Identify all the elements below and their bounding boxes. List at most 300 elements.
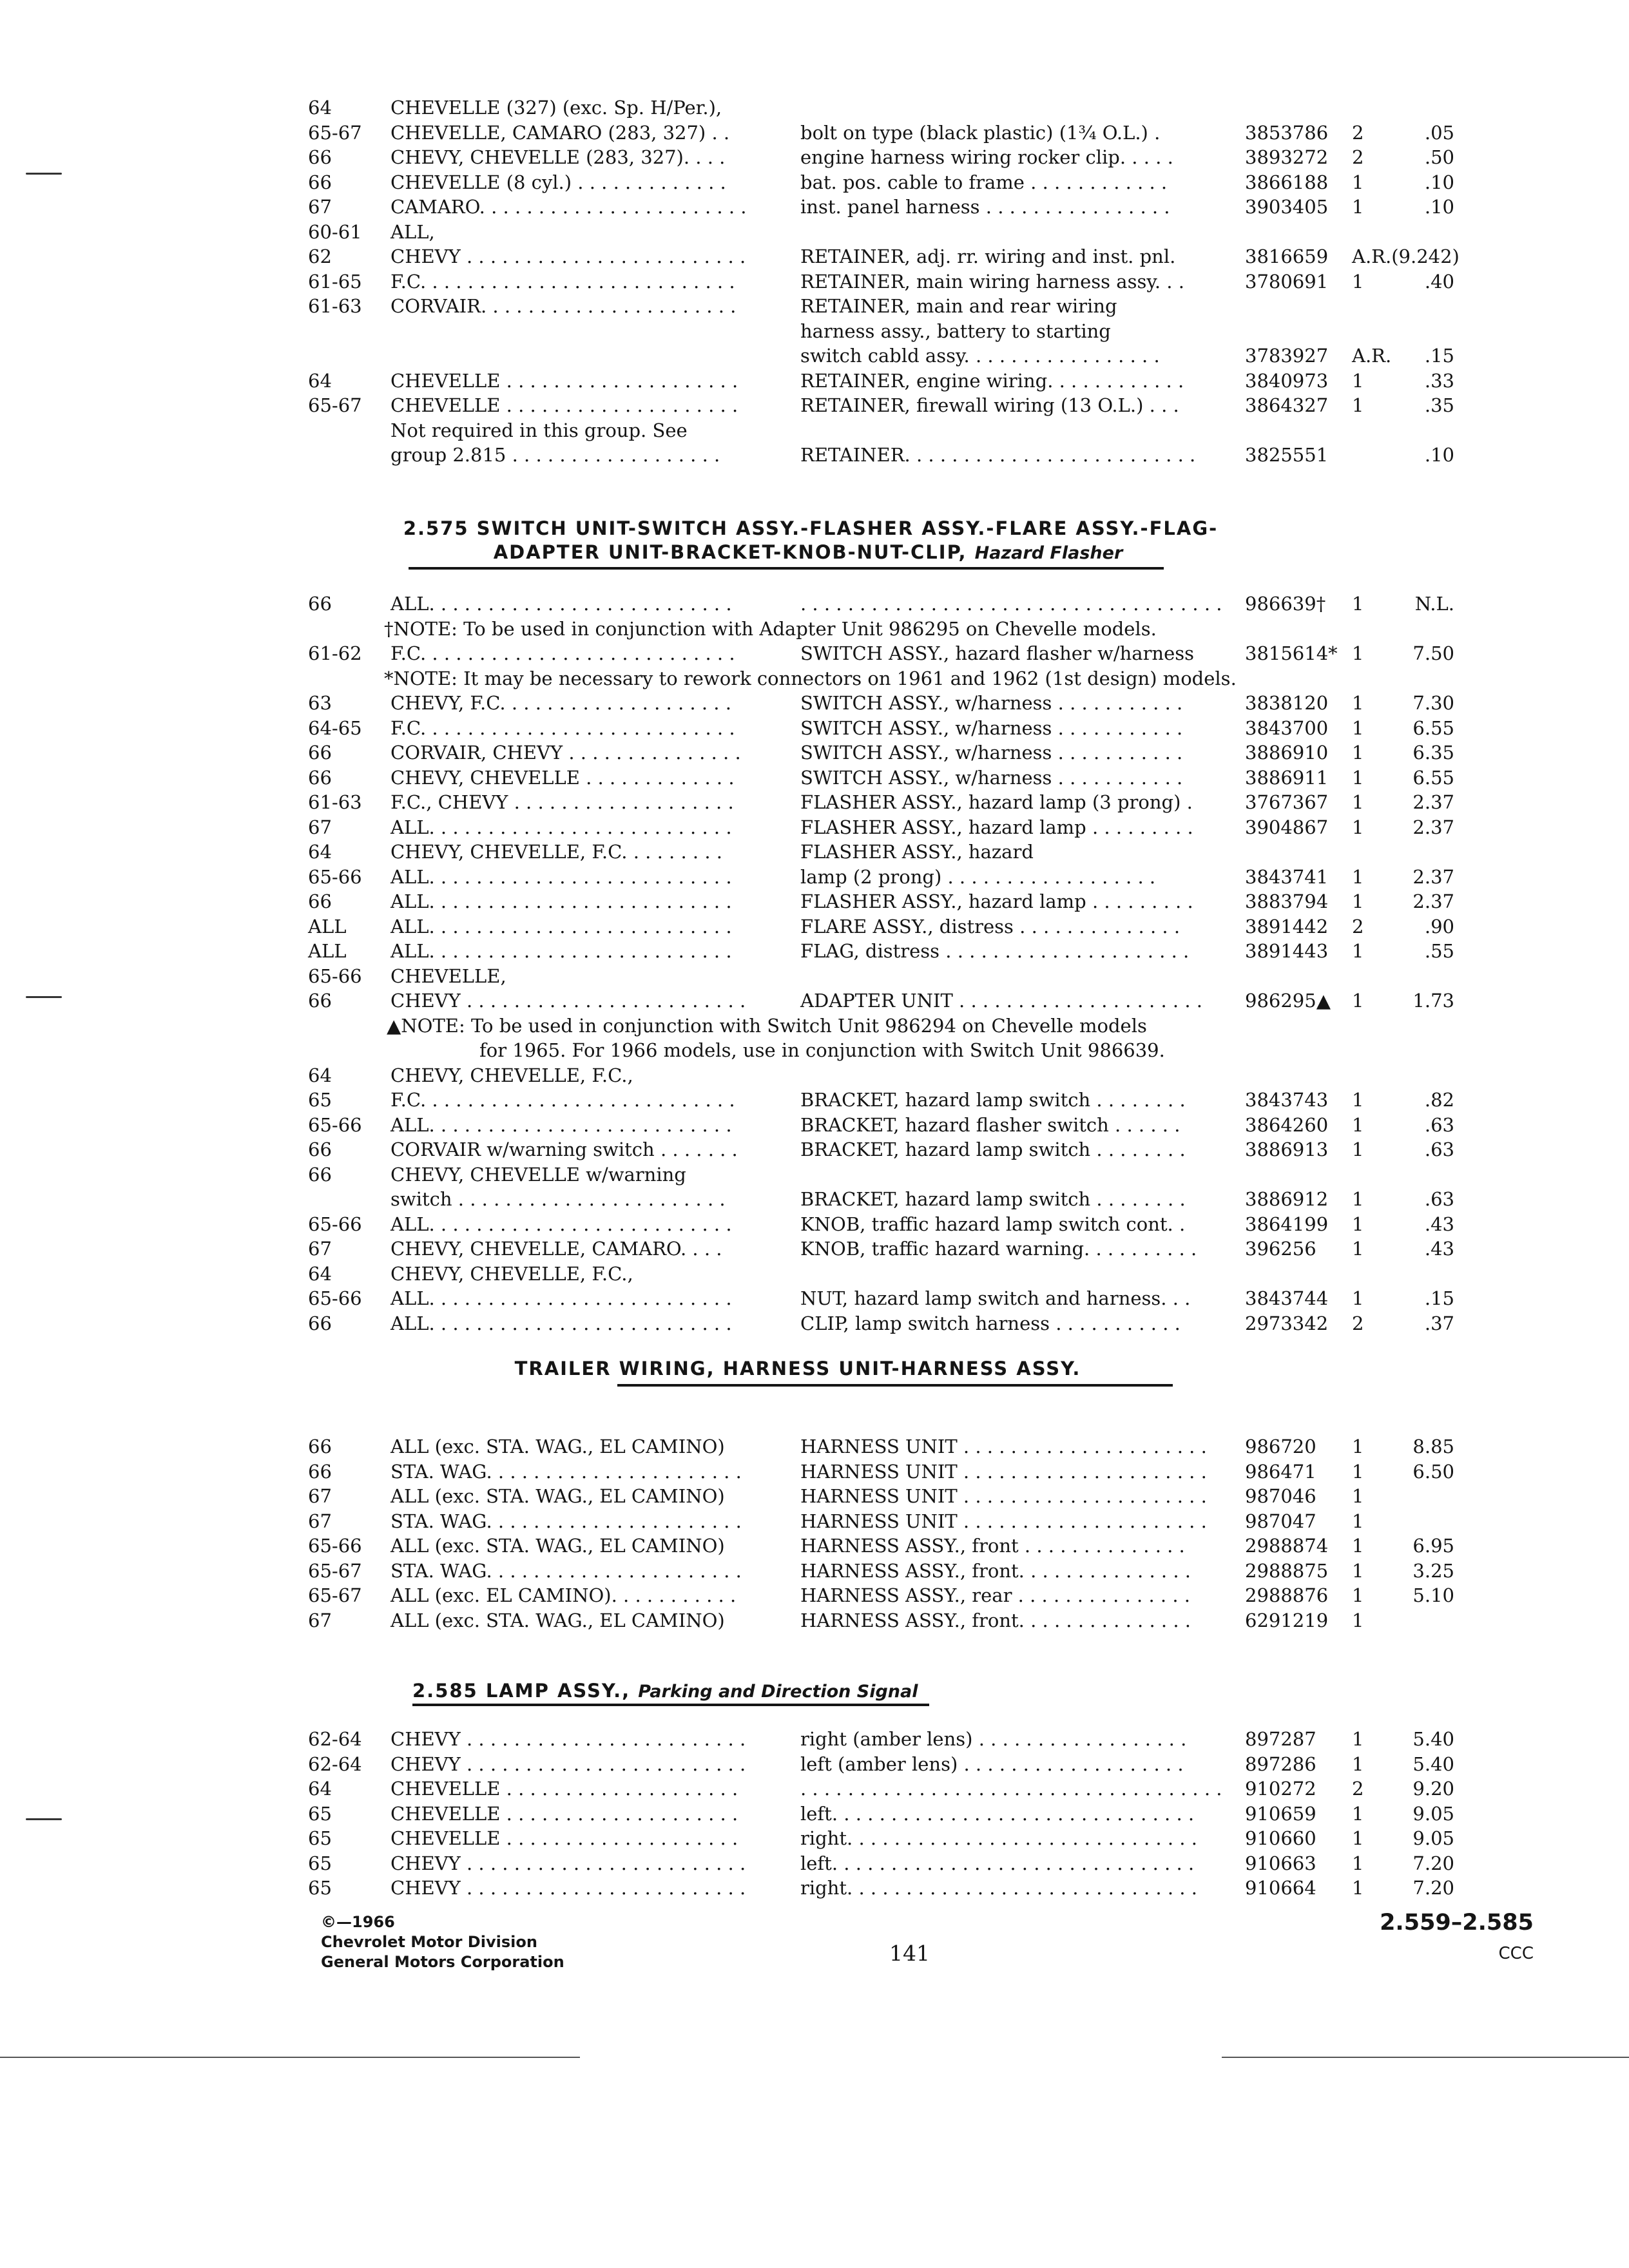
- quantity: 1: [1352, 816, 1364, 838]
- price: 5.40: [1412, 1728, 1454, 1750]
- part-description: RETAINER, firewall wiring (13 O.L.) . . .: [800, 394, 1179, 416]
- part-number: 3825551: [1245, 444, 1329, 466]
- model-name: F.C. . . . . . . . . . . . . . . . . . . . . . . . . . .: [390, 716, 735, 739]
- part-description: HARNESS UNIT . . . . . . . . . . . . . . . . . . . . .: [800, 1436, 1207, 1457]
- model-name: ALL. . . . . . . . . . . . . . . . . . . . . . . . . .: [390, 890, 732, 912]
- quantity: 2: [1352, 1312, 1364, 1334]
- part-description: BRACKET, hazard lamp switch . . . . . . . .: [800, 1139, 1186, 1160]
- model-year: 60-61: [308, 220, 362, 243]
- price: .35: [1424, 394, 1454, 416]
- table-row: [0, 1802, 1629, 1827]
- part-description: RETAINER, main wiring harness assy. . .: [800, 270, 1184, 293]
- part-description: KNOB, traffic hazard warning. . . . . . . . . .: [800, 1238, 1197, 1260]
- table-row: [0, 815, 1629, 840]
- footnote: for 1965. For 1966 models, use in conjunction with Switch Unit 986639.: [479, 1039, 1165, 1061]
- parts-table-2575: [0, 591, 1629, 1336]
- price: 8.85: [1412, 1436, 1454, 1457]
- part-number: 986471: [1245, 1460, 1316, 1483]
- model-name: CHEVY, CHEVELLE, F.C. . . . . . . . .: [390, 841, 723, 863]
- price: .10: [1424, 444, 1454, 466]
- price: .15: [1424, 1287, 1454, 1309]
- price: 2.37: [1412, 865, 1454, 888]
- part-description: RETAINER, adj. rr. wiring and inst. pnl.: [800, 245, 1176, 267]
- table-row: [0, 591, 1629, 617]
- model-name: ALL. . . . . . . . . . . . . . . . . . . . . . . . . .: [390, 1113, 732, 1136]
- table-row: [0, 964, 1629, 989]
- part-number: 3886913: [1245, 1139, 1329, 1160]
- price: 5.40: [1412, 1753, 1454, 1775]
- part-description: bat. pos. cable to frame . . . . . . . . . . . .: [800, 171, 1168, 193]
- part-description: inst. panel harness . . . . . . . . . . . . . . . .: [800, 196, 1170, 218]
- part-number: 987047: [1245, 1510, 1316, 1532]
- price: 7.50: [1412, 642, 1454, 664]
- lamp-heading-sub: Parking and Direction Signal: [638, 1682, 918, 1702]
- model-year: 63: [308, 692, 332, 714]
- part-number: 910272: [1245, 1778, 1316, 1800]
- table-row: [0, 294, 1629, 319]
- model-year: 67: [308, 1238, 332, 1260]
- price: .37: [1424, 1312, 1454, 1334]
- quantity: 1: [1352, 766, 1364, 789]
- price: .43: [1424, 1213, 1454, 1235]
- part-number: 3893272: [1245, 146, 1329, 168]
- part-description: NUT, hazard lamp switch and harness. . .: [800, 1287, 1191, 1309]
- part-number: 396256: [1245, 1238, 1316, 1260]
- model-year: 65: [308, 1877, 332, 1899]
- part-number: 3843743: [1245, 1089, 1329, 1111]
- section-heading-2575: [0, 517, 1629, 565]
- trailer-heading-rule: [617, 1384, 1173, 1387]
- price: 2.37: [1412, 791, 1454, 813]
- table-row: [0, 1262, 1629, 1287]
- table-row: [0, 1509, 1629, 1534]
- quantity: 1: [1352, 593, 1364, 615]
- copyright: ©—1966: [321, 1913, 395, 1931]
- part-number: 3816659: [1245, 245, 1329, 267]
- part-description: FLASHER ASSY., hazard lamp . . . . . . . . .: [800, 890, 1193, 912]
- model-year: 65-66: [308, 865, 362, 888]
- part-description: lamp (2 prong) . . . . . . . . . . . . . . . . . .: [800, 865, 1156, 888]
- price: 7.20: [1412, 1877, 1454, 1899]
- table-row: [0, 319, 1629, 344]
- model-name: F.C. . . . . . . . . . . . . . . . . . . . . . . . . . .: [390, 270, 735, 293]
- part-number: 897287: [1245, 1728, 1316, 1750]
- table-row: [0, 790, 1629, 815]
- part-description: left (amber lens) . . . . . . . . . . . . . . . . . . .: [800, 1753, 1184, 1775]
- model-year: 67: [308, 1485, 332, 1507]
- table-row: [0, 220, 1629, 245]
- part-number: 2988875: [1245, 1559, 1329, 1582]
- part-number: 3843741: [1245, 865, 1329, 888]
- parts-table-trailer: [0, 1434, 1629, 1633]
- model-year: 64: [308, 1778, 332, 1800]
- model-name: F.C. . . . . . . . . . . . . . . . . . . . . . . . . . .: [390, 642, 735, 664]
- model-name: CHEVY . . . . . . . . . . . . . . . . . . . . . . . .: [390, 1852, 746, 1874]
- model-name: CHEVY . . . . . . . . . . . . . . . . . . . . . . . .: [390, 990, 746, 1012]
- price: .10: [1424, 171, 1454, 193]
- model-name: F.C. . . . . . . . . . . . . . . . . . . . . . . . . . .: [390, 1089, 735, 1111]
- quantity: 1: [1352, 642, 1364, 664]
- quantity: 1: [1352, 1460, 1364, 1483]
- model-year: 64-65: [308, 716, 362, 739]
- model-year: 66: [308, 742, 332, 764]
- price: 6.35: [1412, 742, 1454, 764]
- part-description: SWITCH ASSY., w/harness . . . . . . . . . . .: [800, 716, 1183, 739]
- table-row: [0, 1752, 1629, 1777]
- table-row: [0, 1286, 1629, 1311]
- table-row: [0, 840, 1629, 865]
- model-year: 67: [308, 816, 332, 838]
- part-description: FLASHER ASSY., hazard lamp (3 prong) .: [800, 791, 1193, 813]
- model-name: Not required in this group. See: [390, 419, 688, 441]
- model-name: CORVAIR. . . . . . . . . . . . . . . . . . . . . .: [390, 295, 737, 317]
- part-number: 6291219: [1245, 1609, 1329, 1631]
- model-year: 66: [308, 1436, 332, 1457]
- table-row: [0, 1851, 1629, 1876]
- model-name: STA. WAG. . . . . . . . . . . . . . . . . . . . . .: [390, 1559, 742, 1582]
- section-heading-2585: [412, 1679, 918, 1704]
- part-description: RETAINER, engine wiring. . . . . . . . . . . .: [800, 369, 1184, 392]
- table-row: [0, 716, 1629, 741]
- group-range-block: [1380, 1907, 1534, 1969]
- quantity: 2: [1352, 1778, 1364, 1800]
- price: .40: [1424, 270, 1454, 293]
- model-year: 65-66: [308, 965, 362, 987]
- part-number: 3903405: [1245, 196, 1329, 218]
- price: 5.10: [1412, 1584, 1454, 1606]
- part-number: 910659: [1245, 1802, 1316, 1825]
- part-description: SWITCH ASSY., w/harness . . . . . . . . . . .: [800, 692, 1183, 714]
- table-row: [0, 1137, 1629, 1162]
- model-name: ALL,: [390, 220, 435, 243]
- part-number: 3840973: [1245, 369, 1329, 392]
- model-name: CHEVELLE . . . . . . . . . . . . . . . . . . . .: [390, 369, 738, 392]
- model-year: 64: [308, 1262, 332, 1285]
- quantity: 1: [1352, 1827, 1364, 1849]
- group-range: 2.559–2.585: [1380, 1910, 1534, 1936]
- table-row: [0, 170, 1629, 195]
- trailer-heading-text: TRAILER WIRING, HARNESS UNIT-HARNESS ASSY.: [514, 1358, 1081, 1379]
- model-name: ALL (exc. STA. WAG., EL CAMINO): [390, 1485, 725, 1507]
- price: .63: [1424, 1113, 1454, 1136]
- model-year: ALL: [308, 915, 347, 937]
- table-row: [0, 95, 1629, 120]
- price: .50: [1424, 146, 1454, 168]
- part-number: 3866188: [1245, 171, 1329, 193]
- quantity: 1: [1352, 865, 1364, 888]
- model-name: CHEVY, CHEVELLE w/warning: [390, 1163, 686, 1186]
- model-name: CHEVELLE (327) (exc. Sp. H/Per.),: [390, 97, 722, 119]
- price: .05: [1424, 121, 1454, 144]
- model-year: ALL: [308, 940, 347, 962]
- quantity: 1: [1352, 1728, 1364, 1750]
- price: 7.30: [1412, 692, 1454, 714]
- part-number: 2988876: [1245, 1584, 1329, 1606]
- part-number: 897286: [1245, 1753, 1316, 1775]
- price: 6.55: [1412, 766, 1454, 789]
- table-row: [0, 1113, 1629, 1138]
- table-row: [0, 939, 1629, 964]
- table-row: [0, 691, 1629, 716]
- part-description: engine harness wiring rocker clip. . . . .: [800, 146, 1173, 168]
- table-row: [0, 641, 1629, 666]
- model-name: ALL. . . . . . . . . . . . . . . . . . . . . . . . . .: [390, 1213, 732, 1235]
- part-description: CLIP, lamp switch harness . . . . . . . . . . .: [800, 1312, 1181, 1334]
- model-year: 65-67: [308, 121, 362, 144]
- part-number: 3843700: [1245, 716, 1329, 739]
- model-year: 66: [308, 1312, 332, 1334]
- model-name: F.C., CHEVY . . . . . . . . . . . . . . . . . . .: [390, 791, 734, 813]
- part-description: left. . . . . . . . . . . . . . . . . . . . . . . . . . . . . . .: [800, 1852, 1195, 1874]
- model-name: ALL. . . . . . . . . . . . . . . . . . . . . . . . . .: [390, 940, 732, 962]
- quantity: 1: [1352, 1238, 1364, 1260]
- footnote: *NOTE: It may be necessary to rework connectors on 1961 and 1962 (1st design) models.: [384, 667, 1237, 689]
- model-year: 65-67: [308, 1559, 362, 1582]
- quantity: 1: [1352, 1510, 1364, 1532]
- model-name: ALL. . . . . . . . . . . . . . . . . . . . . . . . . .: [390, 1312, 732, 1334]
- part-description: right. . . . . . . . . . . . . . . . . . . . . . . . . . . . . .: [800, 1877, 1197, 1899]
- part-description: KNOB, traffic hazard lamp switch cont. .: [800, 1213, 1186, 1235]
- model-year: 65: [308, 1089, 332, 1111]
- quantity: 1: [1352, 1485, 1364, 1507]
- model-year: 67: [308, 196, 332, 218]
- part-description: HARNESS ASSY., front . . . . . . . . . . . . . .: [800, 1535, 1185, 1557]
- table-row: [0, 393, 1629, 418]
- part-description: switch cabld assy. . . . . . . . . . . . . . . . .: [800, 345, 1160, 367]
- part-number: 3838120: [1245, 692, 1329, 714]
- price: 7.20: [1412, 1852, 1454, 1874]
- part-number: 3891443: [1245, 940, 1329, 962]
- quantity: A.R.: [1352, 345, 1392, 367]
- model-name: CHEVELLE . . . . . . . . . . . . . . . . . . . .: [390, 1827, 738, 1849]
- model-year: 64: [308, 1064, 332, 1086]
- model-year: 62-64: [308, 1753, 362, 1775]
- price: .63: [1424, 1139, 1454, 1160]
- part-number: 3904867: [1245, 816, 1329, 838]
- model-year: 66: [308, 1460, 332, 1483]
- model-year: 66: [308, 766, 332, 789]
- model-name: CHEVY . . . . . . . . . . . . . . . . . . . . . . . .: [390, 1728, 746, 1750]
- footnote: ▲NOTE: To be used in conjunction with Switch Unit 986294 on Chevelle models: [387, 1014, 1147, 1037]
- part-description: BRACKET, hazard flasher switch . . . . . .: [800, 1113, 1181, 1136]
- division-name: Chevrolet Motor Division: [321, 1933, 537, 1951]
- quantity: 1: [1352, 742, 1364, 764]
- table-row: [0, 1484, 1629, 1509]
- lamp-heading-main: 2.585 LAMP ASSY.,: [412, 1680, 631, 1702]
- model-name: CHEVELLE . . . . . . . . . . . . . . . . . . . .: [390, 394, 738, 416]
- model-year: 64: [308, 841, 332, 863]
- model-name: CHEVELLE (8 cyl.) . . . . . . . . . . . . .: [390, 171, 726, 193]
- model-year: 66: [308, 171, 332, 193]
- table-row: [0, 988, 1629, 1014]
- part-description: SWITCH ASSY., hazard flasher w/harness: [800, 642, 1195, 664]
- table-row: [0, 1038, 1629, 1063]
- quantity: 1: [1352, 1852, 1364, 1874]
- table-row: [0, 1187, 1629, 1212]
- table-row: [0, 1236, 1629, 1262]
- quantity: 1: [1352, 1584, 1364, 1606]
- part-number: 3843744: [1245, 1287, 1329, 1309]
- part-description: ADAPTER UNIT . . . . . . . . . . . . . . . . . . . . .: [800, 990, 1202, 1012]
- quantity: 1: [1352, 1188, 1364, 1210]
- model-name: CORVAIR, CHEVY . . . . . . . . . . . . . . .: [390, 742, 741, 764]
- model-year: 66: [308, 1139, 332, 1160]
- quantity: 1: [1352, 716, 1364, 739]
- part-description: HARNESS UNIT . . . . . . . . . . . . . . . . . . . . .: [800, 1485, 1207, 1507]
- part-description: FLAG, distress . . . . . . . . . . . . . . . . . . . . .: [800, 940, 1190, 962]
- table-row: [0, 1459, 1629, 1485]
- part-number: 3891442: [1245, 915, 1329, 937]
- model-name: ALL (exc. STA. WAG., EL CAMINO): [390, 1535, 725, 1557]
- section-heading-line2: [0, 541, 1623, 565]
- quantity: 1: [1352, 196, 1364, 218]
- quantity: 1: [1352, 791, 1364, 813]
- model-name: CHEVELLE,: [390, 965, 506, 987]
- table-row: [0, 343, 1629, 369]
- model-year: 67: [308, 1609, 332, 1631]
- model-name: ALL (exc. EL CAMINO). . . . . . . . . . .: [390, 1584, 737, 1606]
- price: 2.37: [1412, 890, 1454, 912]
- model-year: 66: [308, 146, 332, 168]
- table-row: [0, 1876, 1629, 1901]
- part-number: 910663: [1245, 1852, 1316, 1874]
- model-name: CHEVY, CHEVELLE, F.C.,: [390, 1064, 633, 1086]
- model-name: CHEVY, CHEVELLE, F.C.,: [390, 1262, 633, 1285]
- part-number: 3886912: [1245, 1188, 1329, 1210]
- table-row: [0, 617, 1629, 642]
- model-name: STA. WAG. . . . . . . . . . . . . . . . . . . . . .: [390, 1460, 742, 1483]
- model-year: 64: [308, 369, 332, 392]
- price: 6.50: [1412, 1460, 1454, 1483]
- table-row: [0, 1162, 1629, 1187]
- table-row: [0, 120, 1629, 146]
- quantity: 1: [1352, 270, 1364, 293]
- part-number: 3780691: [1245, 270, 1329, 293]
- model-year: 61-63: [308, 295, 362, 317]
- price: 9.05: [1412, 1802, 1454, 1825]
- table-row: [0, 914, 1629, 939]
- model-year: 65-66: [308, 1213, 362, 1235]
- model-year: 61-63: [308, 791, 362, 813]
- table-row: [0, 666, 1629, 691]
- section-heading-sub: Hazard Flasher: [974, 543, 1123, 563]
- table-row: [0, 740, 1629, 765]
- model-name: CHEVY, CHEVELLE . . . . . . . . . . . . .: [390, 766, 735, 789]
- section-heading-trailer: [0, 1357, 1629, 1381]
- scan-edge-line: [0, 2057, 580, 2058]
- quantity: 1: [1352, 1139, 1364, 1160]
- table-row: [0, 765, 1629, 791]
- part-number: 986720: [1245, 1436, 1316, 1457]
- price: 9.05: [1412, 1827, 1454, 1849]
- model-year: 66: [308, 1163, 332, 1186]
- price: .82: [1424, 1089, 1454, 1111]
- model-name: CHEVY, CHEVELLE, CAMARO. . . .: [390, 1238, 722, 1260]
- price: .10: [1424, 196, 1454, 218]
- part-number: 3883794: [1245, 890, 1329, 912]
- table-row: [0, 1583, 1629, 1608]
- part-number: 3853786: [1245, 121, 1329, 144]
- quantity: 1: [1352, 1535, 1364, 1557]
- quantity: 2: [1352, 915, 1364, 937]
- table-row: [0, 418, 1629, 443]
- model-name: ALL. . . . . . . . . . . . . . . . . . . . . . . . . .: [390, 915, 732, 937]
- part-description: HARNESS ASSY., front. . . . . . . . . . . . . . .: [800, 1609, 1191, 1631]
- model-year: 64: [308, 97, 332, 119]
- model-name: ALL. . . . . . . . . . . . . . . . . . . . . . . . . .: [390, 593, 732, 615]
- model-year: 65-67: [308, 1584, 362, 1606]
- quantity: 1: [1352, 394, 1364, 416]
- model-year: 65-67: [308, 394, 362, 416]
- price: .55: [1424, 940, 1454, 962]
- section-heading-line2-main: ADAPTER UNIT-BRACKET-KNOB-NUT-CLIP,: [493, 541, 967, 563]
- model-year: 67: [308, 1510, 332, 1532]
- page-number: 141: [889, 1941, 930, 1966]
- part-number: 910664: [1245, 1877, 1316, 1899]
- table-row: [0, 1311, 1629, 1336]
- scan-edge-line: [1222, 2057, 1629, 2058]
- part-description: RETAINER, main and rear wiring: [800, 295, 1117, 317]
- model-year: 62: [308, 245, 332, 267]
- part-number: 910660: [1245, 1827, 1316, 1849]
- table-row: [0, 195, 1629, 220]
- part-description: HARNESS UNIT . . . . . . . . . . . . . . . . . . . . .: [800, 1460, 1207, 1483]
- price: .33: [1424, 369, 1454, 392]
- model-year: 66: [308, 890, 332, 912]
- part-number: 986295▲: [1245, 990, 1331, 1012]
- part-number: 3783927: [1245, 345, 1329, 367]
- part-description: FLASHER ASSY., hazard lamp . . . . . . . . .: [800, 816, 1193, 838]
- quantity: 1: [1352, 1436, 1364, 1457]
- table-row: [0, 1727, 1629, 1752]
- quantity: 1: [1352, 890, 1364, 912]
- quantity: 2: [1352, 121, 1364, 144]
- table-row: [0, 1063, 1629, 1088]
- model-name: ALL. . . . . . . . . . . . . . . . . . . . . . . . . .: [390, 816, 732, 838]
- part-description: right. . . . . . . . . . . . . . . . . . . . . . . . . . . . . .: [800, 1827, 1197, 1849]
- quantity: 1: [1352, 1559, 1364, 1582]
- table-row: [0, 865, 1629, 890]
- quantity: 1: [1352, 1213, 1364, 1235]
- part-number: 986639†: [1245, 593, 1326, 615]
- part-description: harness assy., battery to starting: [800, 320, 1111, 342]
- price: 6.95: [1412, 1535, 1454, 1557]
- quantity: 1: [1352, 990, 1364, 1012]
- model-year: 65-66: [308, 1287, 362, 1309]
- price: 3.25: [1412, 1559, 1454, 1582]
- parts-table-2585: [0, 1727, 1629, 1901]
- price: 1.73: [1412, 990, 1454, 1012]
- part-description: SWITCH ASSY., w/harness . . . . . . . . . . .: [800, 742, 1183, 764]
- part-description: BRACKET, hazard lamp switch . . . . . . . .: [800, 1188, 1186, 1210]
- part-description: right (amber lens) . . . . . . . . . . . . . . . . . .: [800, 1728, 1187, 1750]
- part-description: RETAINER. . . . . . . . . . . . . . . . . . . . . . . . .: [800, 444, 1196, 466]
- section-heading-rule: [409, 567, 1164, 570]
- table-row: [0, 1608, 1629, 1633]
- table-row: [0, 369, 1629, 394]
- model-year: 66: [308, 593, 332, 615]
- model-year: 65-66: [308, 1535, 362, 1557]
- part-description: SWITCH ASSY., w/harness . . . . . . . . . . .: [800, 766, 1183, 789]
- part-description: FLASHER ASSY., hazard: [800, 841, 1034, 863]
- model-name: CHEVELLE . . . . . . . . . . . . . . . . . . . .: [390, 1802, 738, 1825]
- price: .15: [1424, 345, 1454, 367]
- price: .43: [1424, 1238, 1454, 1260]
- model-name: ALL (exc. STA. WAG., EL CAMINO): [390, 1436, 725, 1457]
- publisher-block: [321, 1912, 564, 1972]
- price: .90: [1424, 915, 1454, 937]
- model-year: 65: [308, 1852, 332, 1874]
